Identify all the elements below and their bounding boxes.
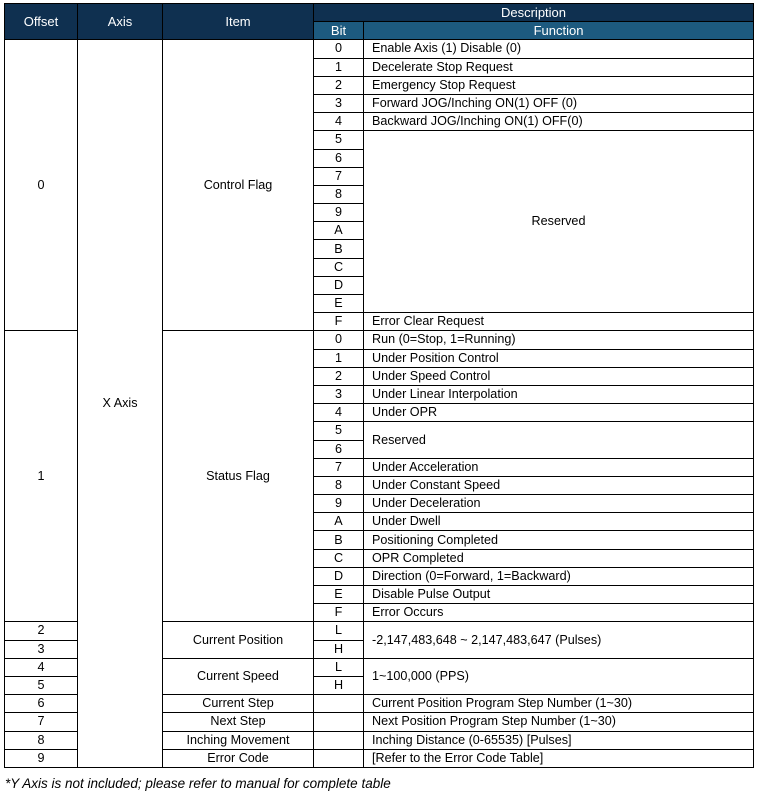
bit-cell: L — [314, 658, 364, 676]
bit-cell: D — [314, 567, 364, 585]
bit-cell: E — [314, 295, 364, 313]
bit-cell: L — [314, 622, 364, 640]
header-axis: Axis — [78, 4, 163, 40]
bit-cell: C — [314, 258, 364, 276]
bit-cell: 2 — [314, 76, 364, 94]
bit-cell — [314, 731, 364, 749]
function-cell: Current Position Program Step Number (1~30) — [364, 695, 754, 713]
item-cell: Inching Movement — [163, 731, 314, 749]
bit-cell: 6 — [314, 440, 364, 458]
bit-cell: F — [314, 604, 364, 622]
function-cell: Emergency Stop Request — [364, 76, 754, 94]
bit-cell: 3 — [314, 385, 364, 403]
function-cell: Error Occurs — [364, 604, 754, 622]
offset-cell: 6 — [5, 695, 78, 713]
axis-data-table — [4, 3, 754, 768]
offset-cell: 9 — [5, 749, 78, 767]
bit-cell: H — [314, 676, 364, 694]
item-cell: Status Flag — [163, 331, 314, 622]
bit-cell: 8 — [314, 185, 364, 203]
bit-cell: 5 — [314, 422, 364, 440]
offset-cell: 4 — [5, 658, 78, 676]
bit-cell: 4 — [314, 404, 364, 422]
function-cell: 1~100,000 (PPS) — [364, 658, 754, 694]
bit-cell: A — [314, 513, 364, 531]
bit-cell: E — [314, 586, 364, 604]
offset-cell: 1 — [5, 331, 78, 622]
function-cell: Under Position Control — [364, 349, 754, 367]
table-row — [5, 40, 754, 58]
bit-cell: B — [314, 531, 364, 549]
function-cell: Under Speed Control — [364, 367, 754, 385]
item-cell: Next Step — [163, 713, 314, 731]
footnote: *Y Axis is not included; please refer to manual for complete table — [5, 776, 391, 791]
bit-cell: C — [314, 549, 364, 567]
item-cell: Error Code — [163, 749, 314, 767]
header-offset: Offset — [5, 4, 78, 40]
function-cell: Positioning Completed — [364, 531, 754, 549]
item-cell: Current Speed — [163, 658, 314, 694]
axis-cell: X Axis — [78, 40, 163, 768]
bit-cell — [314, 749, 364, 767]
item-cell: Current Position — [163, 622, 314, 658]
bit-cell: H — [314, 640, 364, 658]
bit-cell: 4 — [314, 113, 364, 131]
item-cell: Control Flag — [163, 40, 314, 331]
reserved-cell: Reserved — [364, 131, 754, 313]
function-cell: Enable Axis (1) Disable (0) — [364, 40, 754, 58]
bit-cell: 9 — [314, 495, 364, 513]
header-item: Item — [163, 4, 314, 40]
function-cell: OPR Completed — [364, 549, 754, 567]
function-cell: Under Acceleration — [364, 458, 754, 476]
bit-cell: A — [314, 222, 364, 240]
function-cell: Direction (0=Forward, 1=Backward) — [364, 567, 754, 585]
function-cell: Under OPR — [364, 404, 754, 422]
function-cell: Decelerate Stop Request — [364, 58, 754, 76]
reserved-cell: Reserved — [364, 422, 754, 458]
bit-cell: 2 — [314, 367, 364, 385]
function-cell: Under Deceleration — [364, 495, 754, 513]
offset-cell: 8 — [5, 731, 78, 749]
bit-cell: B — [314, 240, 364, 258]
function-cell: Forward JOG/Inching ON(1) OFF (0) — [364, 94, 754, 112]
item-cell: Current Step — [163, 695, 314, 713]
offset-cell: 7 — [5, 713, 78, 731]
function-cell: [Refer to the Error Code Table] — [364, 749, 754, 767]
function-cell: Under Constant Speed — [364, 476, 754, 494]
header-bit: Bit — [314, 22, 364, 40]
function-cell: Inching Distance (0-65535) [Pulses] — [364, 731, 754, 749]
bit-cell: 0 — [314, 331, 364, 349]
function-cell: Backward JOG/Inching ON(1) OFF(0) — [364, 113, 754, 131]
function-cell: Under Dwell — [364, 513, 754, 531]
header-function: Function — [364, 22, 754, 40]
function-cell: Next Position Program Step Number (1~30) — [364, 713, 754, 731]
bit-cell: 8 — [314, 476, 364, 494]
bit-cell: 7 — [314, 458, 364, 476]
offset-cell: 5 — [5, 676, 78, 694]
offset-cell: 3 — [5, 640, 78, 658]
bit-cell: 9 — [314, 204, 364, 222]
bit-cell: 5 — [314, 131, 364, 149]
bit-cell: 6 — [314, 149, 364, 167]
bit-cell: 3 — [314, 94, 364, 112]
offset-cell: 2 — [5, 622, 78, 640]
bit-cell — [314, 695, 364, 713]
function-cell: Error Clear Request — [364, 313, 754, 331]
bit-cell: 1 — [314, 349, 364, 367]
bit-cell: F — [314, 313, 364, 331]
header-description: Description — [314, 4, 754, 22]
bit-cell: 1 — [314, 58, 364, 76]
bit-cell: D — [314, 276, 364, 294]
bit-cell — [314, 713, 364, 731]
function-cell: Disable Pulse Output — [364, 586, 754, 604]
bit-cell: 0 — [314, 40, 364, 58]
offset-cell: 0 — [5, 40, 78, 331]
bit-cell: 7 — [314, 167, 364, 185]
function-cell: Under Linear Interpolation — [364, 385, 754, 403]
function-cell: -2,147,483,648 ~ 2,147,483,647 (Pulses) — [364, 622, 754, 658]
function-cell: Run (0=Stop, 1=Running) — [364, 331, 754, 349]
